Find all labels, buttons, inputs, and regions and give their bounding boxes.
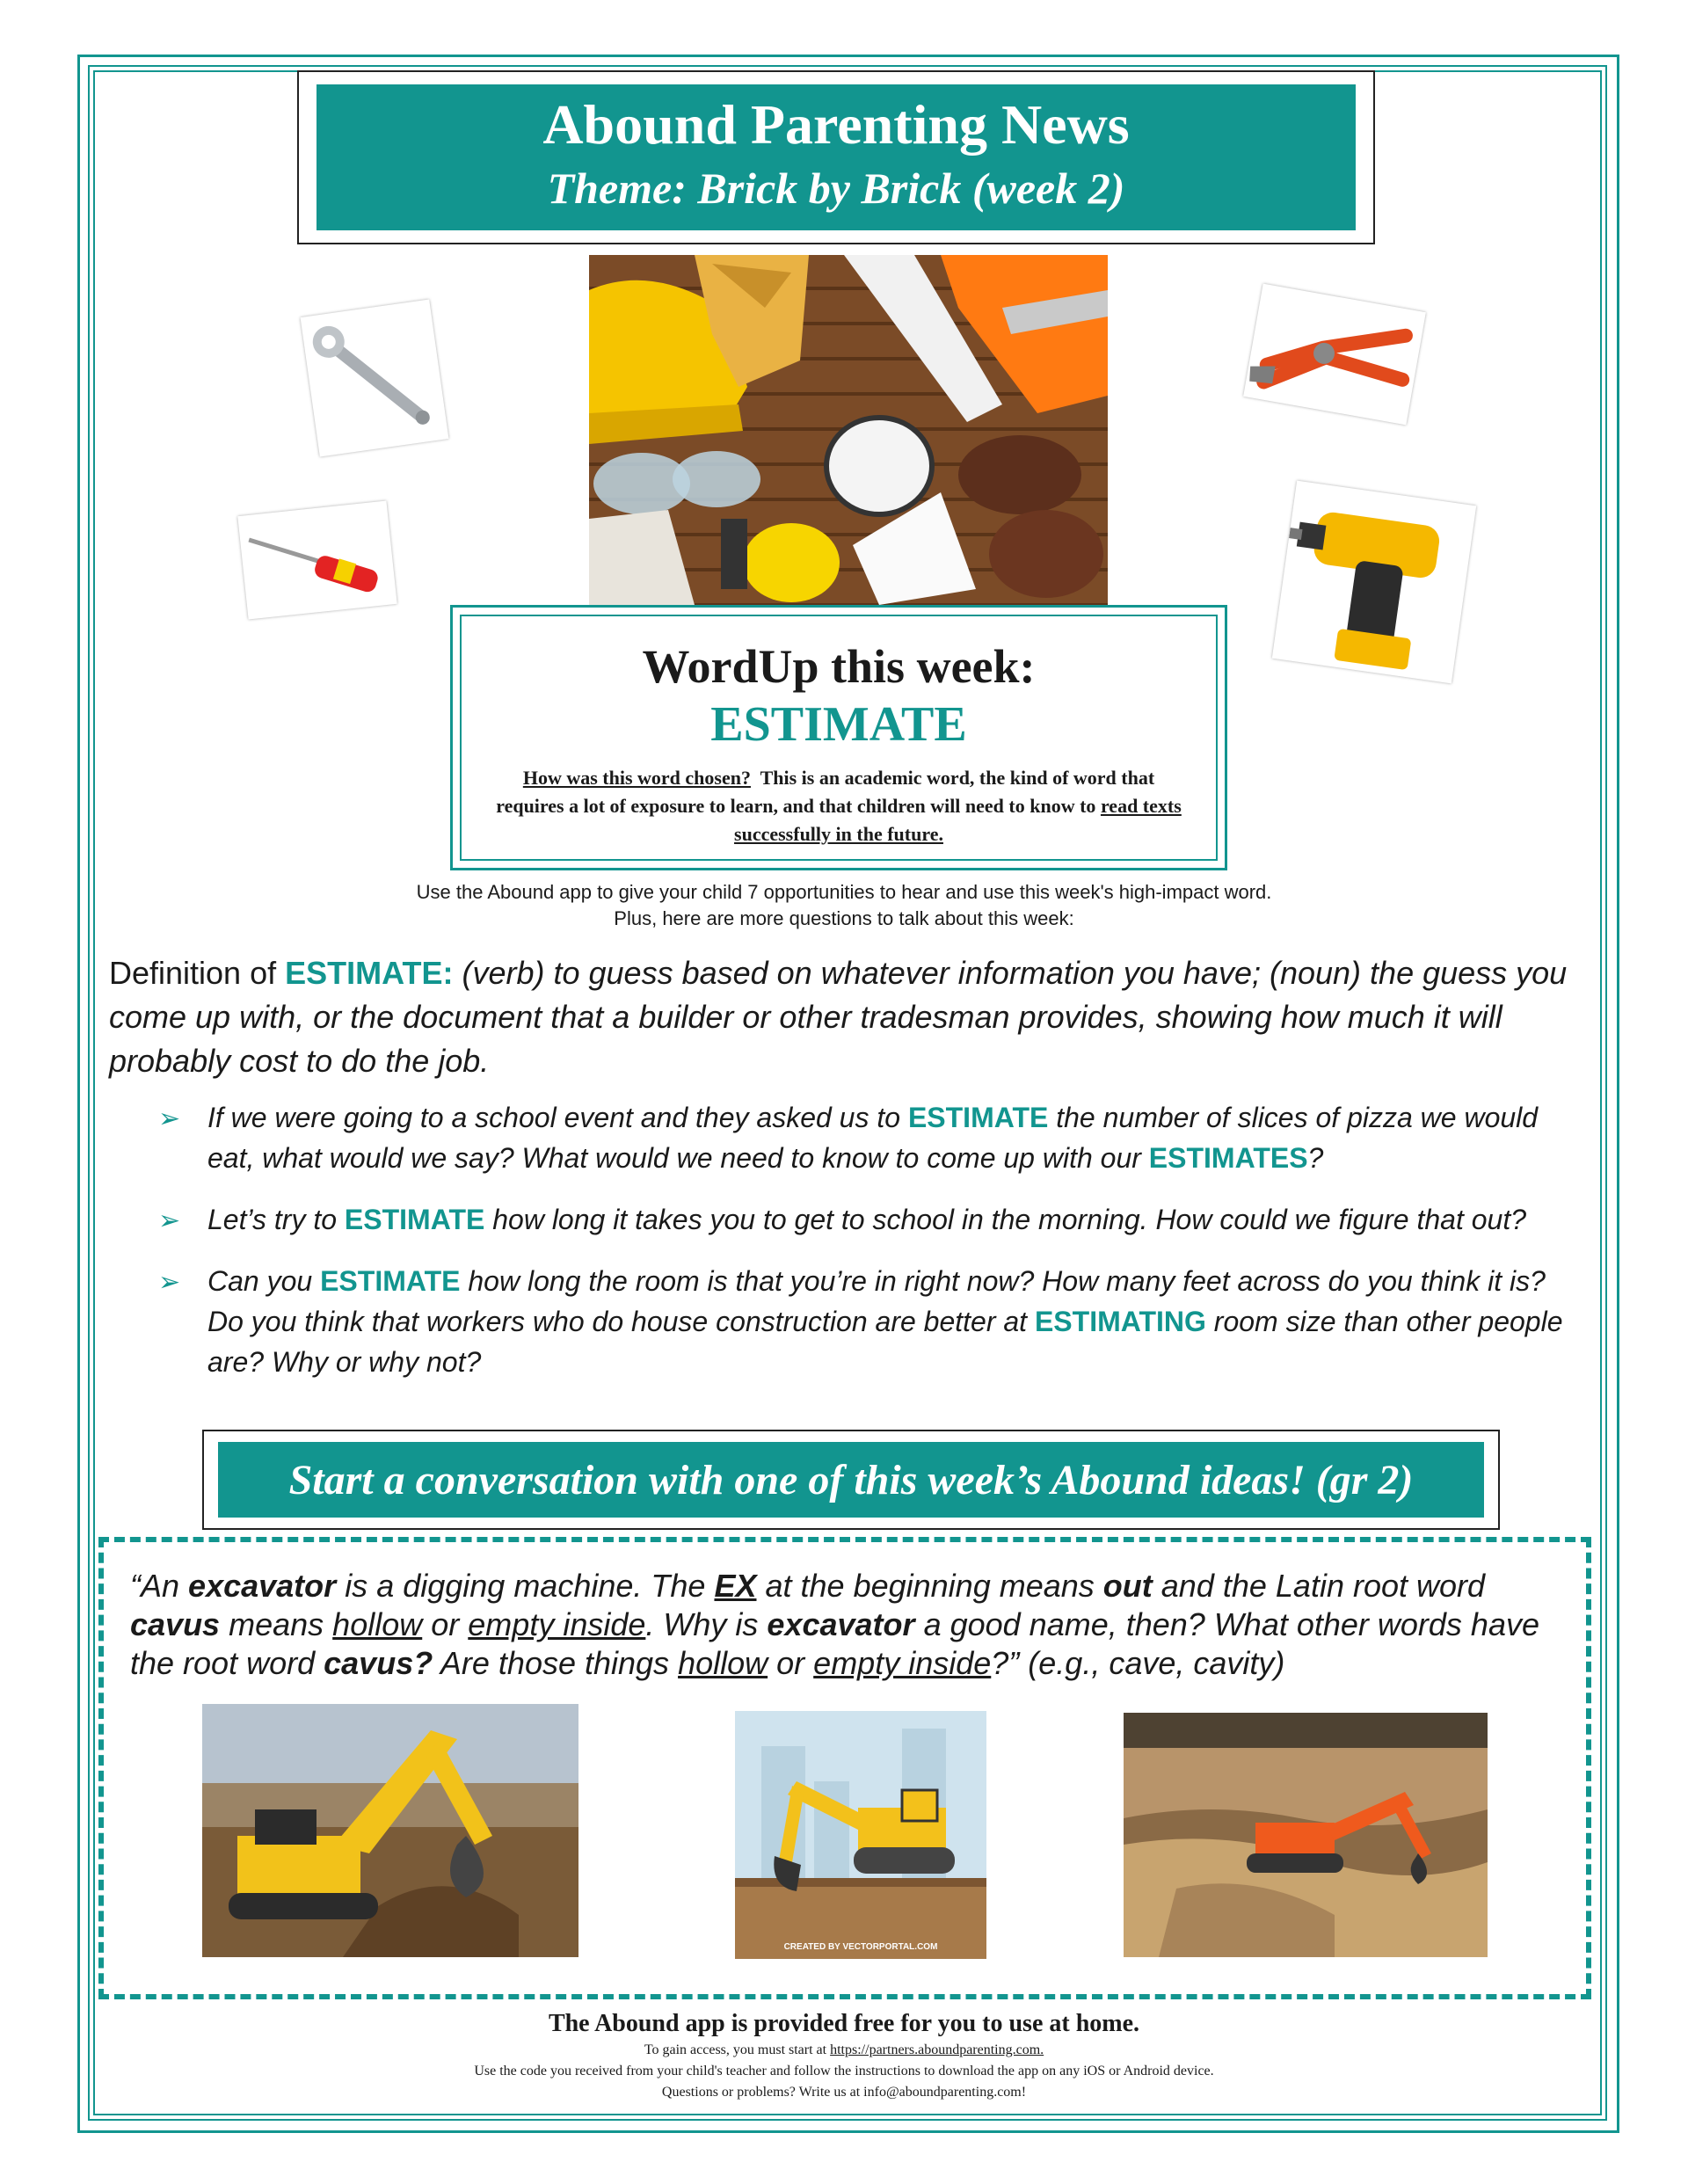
- definition: [109, 951, 1586, 1083]
- excavator-quote: “An excavator is a digging machine. The EX at the beginning means out and the Latin root word cavus means hollow or empty inside. Why is excavator a good name, then? What other words have the root word cavus? Are those things hollow or empty inside?” (e.g., cave, cavity): [130, 1568, 1539, 1681]
- footer-instructions: Use the code you received from your child's teacher and follow the instructions to download the app on any iOS or Android device.: [474, 2064, 1214, 2078]
- intro-line-2: Plus, here are more questions to talk about this week:: [614, 907, 1074, 929]
- arrow-bullet-icon: ➢: [158, 1104, 181, 1133]
- question-keyword: ESTIMATE: [320, 1265, 461, 1297]
- question-text: room size than other people are? Why or why not?: [207, 1306, 1563, 1378]
- question-item: [158, 1261, 1582, 1382]
- conversation-banner: Start a conversation with one of this week’s Abound ideas! (gr 2): [218, 1442, 1484, 1518]
- wrench-icon: [301, 299, 449, 456]
- arrow-bullet-icon: ➢: [158, 1206, 181, 1235]
- question-text: Can you: [207, 1265, 313, 1297]
- question-text: the number of slices of pizza we would eat, what would we say? What would we need to know to come up with our: [207, 1102, 1539, 1174]
- question-keyword: ESTIMATE: [907, 1102, 1049, 1133]
- excavator-idea-box: [98, 1537, 1591, 1999]
- question-list: [158, 1097, 1582, 1403]
- footer: [106, 2008, 1582, 2103]
- question-text: Let’s try to: [207, 1204, 338, 1235]
- question-keyword: ESTIMATING: [1034, 1306, 1206, 1337]
- conversation-banner-box: [202, 1430, 1500, 1530]
- footer-headline: The Abound app is provided free for you to use at home.: [548, 2010, 1140, 2037]
- chosen-label: How was this word chosen?: [522, 767, 751, 789]
- screwdriver-icon: [237, 500, 397, 619]
- wordup-box: [450, 605, 1227, 870]
- footer-access-text: To gain access, you must start at: [644, 2042, 827, 2057]
- question-keyword: ESTIMATE: [344, 1204, 485, 1235]
- photo-credit: CREATED BY VECTORPORTAL.COM: [783, 1942, 938, 1952]
- question-keyword: ESTIMATES: [1148, 1142, 1308, 1174]
- question-item: [158, 1097, 1582, 1178]
- footer-access-link[interactable]: https://partners.aboundparenting.com.: [830, 2042, 1044, 2057]
- wordup-heading: WordUp this week:: [642, 640, 1036, 693]
- excavator-illustration: [735, 1711, 986, 1959]
- footer-access: [106, 2040, 1582, 2061]
- definition-label: Definition of: [109, 955, 277, 991]
- newsletter-title: Abound Parenting News: [542, 93, 1130, 156]
- definition-text: (verb) to guess based on whatever information you have; (noun) the guess you come up with, or the document that a builder or other tradesman provides, showing how much it will probably cost to do the job.: [109, 955, 1568, 1079]
- excavator-photo-field: [202, 1704, 578, 1957]
- question-text: how long it takes you to get to school in the morning. How could we figure that out?: [492, 1204, 1527, 1235]
- question-text: how long the room is that you’re in right now? How many feet across do you think it is? Do you think that workers who do house construction are better at: [207, 1265, 1546, 1337]
- excavator-photo-pit: [1124, 1713, 1488, 1957]
- intro-line-1: Use the Abound app to give your child 7 opportunities to hear and use this week's high-impact word.: [416, 881, 1272, 903]
- chosen-link-text: read texts successfully in the future.: [734, 795, 1182, 845]
- question-item: [158, 1199, 1582, 1240]
- wordup-word: ESTIMATE: [710, 697, 967, 752]
- drill-icon: [1272, 481, 1476, 684]
- header-banner: [316, 84, 1356, 230]
- header-box: [297, 70, 1375, 244]
- question-text: If we were going to a school event and they asked us to: [207, 1102, 901, 1133]
- theme-title: Theme: Brick by Brick (week 2): [547, 164, 1125, 213]
- arrow-bullet-icon: ➢: [158, 1268, 181, 1297]
- chosen-text: This is an academic word, the kind of word that requires a lot of exposure to learn, and that children will need to know to: [496, 767, 1155, 817]
- footer-contact: Questions or problems? Write us at info@aboundparenting.com!: [661, 2085, 1027, 2100]
- construction-tools-photo: [589, 255, 1108, 605]
- wordup-inner: [460, 615, 1218, 861]
- definition-word: ESTIMATE:: [285, 955, 454, 991]
- question-text: ?: [1307, 1142, 1324, 1174]
- wordup-explanation: [488, 764, 1190, 848]
